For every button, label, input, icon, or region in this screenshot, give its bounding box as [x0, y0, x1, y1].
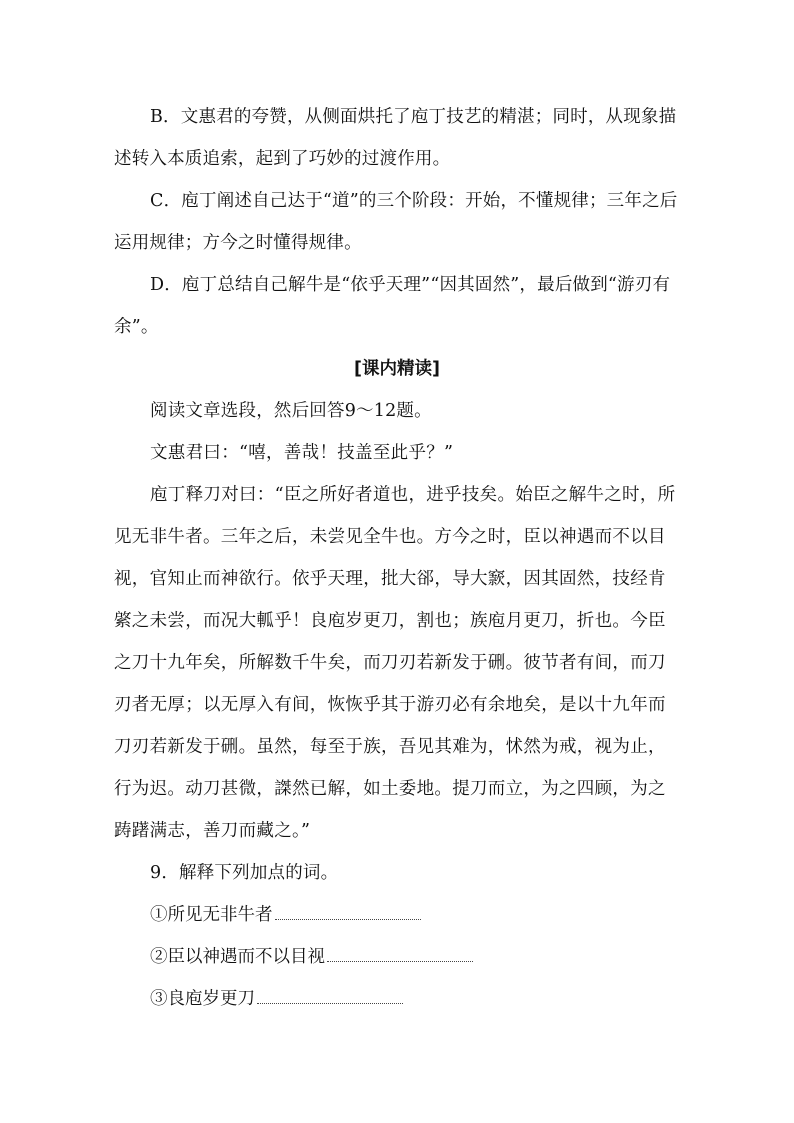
- passage-body: 庖丁释刀对曰：“臣之所好者道也，进乎技矣。始臣之解牛之时，所见无非牛者。三年之后，未尝见全牛也。方今之时，臣以神遇而不以目视，官知止而神欲行。依乎天理，批大郤，导大窾，因其固然，技经肯綮之未尝，而况大軱乎！良庖岁更刀，割也；族庖月更刀，折也。今臣之刀十九年矣，所解数千牛矣，而刀刃若新发于硎。彼节者有间，而刀刃者无厚；以无厚入有间，恢恢乎其于游刃必有余地矣，是以十九年而刀刃若新发于硎。虽然，每至于族，吾见其难为，怵然为戒，视为止，行为迟。动刀甚微，謋然已解，如土委地。提刀而立，为之四顾，为之踌躇满志，善刀而藏之。”: [114, 485, 676, 841]
- option-d: D．庖丁总结自己解牛是“依乎天理”“因其固然”，最后做到“游刃有余”。: [114, 275, 671, 337]
- reading-instruction: 阅读文章选段，然后回答9～12题。: [150, 401, 432, 421]
- answer-blank[interactable]: [275, 918, 421, 920]
- section-title: [课内精读]: [354, 359, 440, 379]
- item-text: ①所见无非牛者: [150, 905, 273, 925]
- answer-blank[interactable]: [257, 1002, 403, 1004]
- option-b: B．文惠君的夸赞，从侧面烘托了庖丁技艺的精湛；同时，从现象描述转入本质追索，起到了巧妙的过渡作用。: [114, 107, 677, 169]
- passage-line-1: 文惠君曰：“嘻，善哉！技盖至此乎？”: [150, 443, 454, 463]
- option-c: C．庖丁阐述自己达于“道”的三个阶段：开始，不懂规律；三年之后运用规律；方今之时懂得规律。: [114, 191, 678, 253]
- item-text: ②臣以神遇而不以目视: [150, 947, 325, 967]
- answer-blank[interactable]: [327, 960, 473, 962]
- question-9-item-3: [150, 978, 403, 1020]
- question-9-item-1: [150, 894, 421, 936]
- item-text: ③良庖岁更刀: [150, 989, 255, 1009]
- question-9-item-2: [150, 936, 473, 978]
- question-9-stem: 9．解释下列加点的词。: [150, 863, 339, 883]
